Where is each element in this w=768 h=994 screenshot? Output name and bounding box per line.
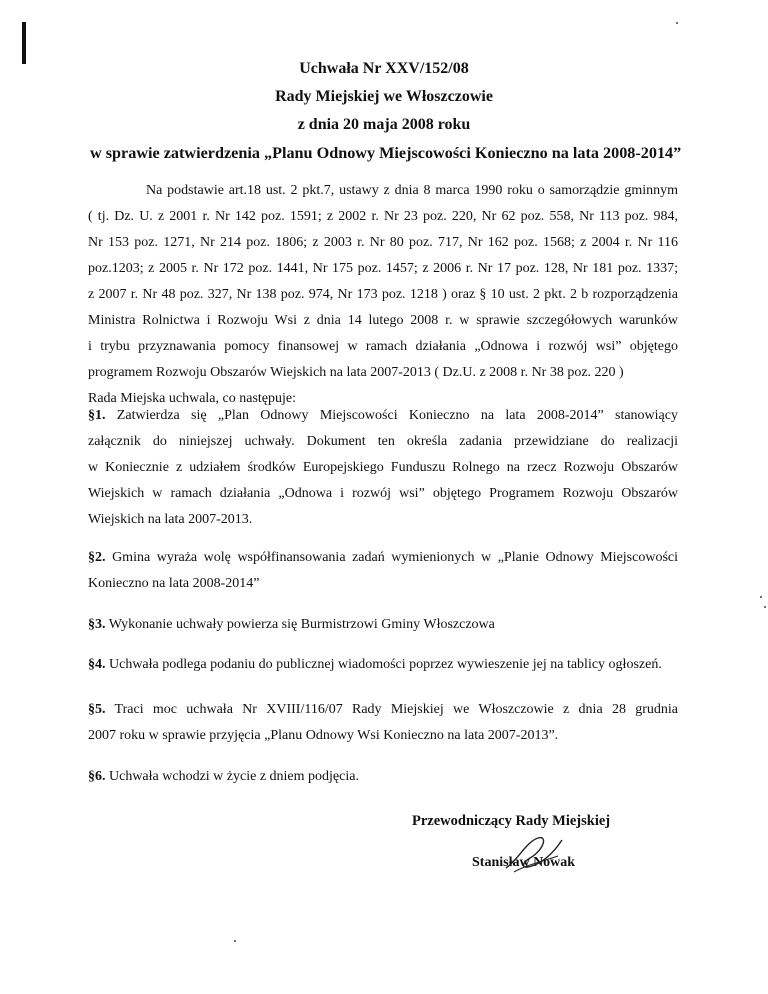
paragraph-line: programem Rozwoju Obszarów Wiejskich na lata 2007-2013 ( Dz.U. z 2008 r. Nr 38 poz. 220 ) — [88, 365, 624, 380]
council-name: Rady Miejskiej we Włoszczowie — [275, 88, 493, 105]
paragraph-line: Nr 153 poz. 1271, Nr 214 poz. 1806; z 2003 r. Nr 80 poz. 717, Nr 162 poz. 1568; z 2004 r. Nr 116 — [88, 235, 678, 250]
paragraph-line: 2007 roku w sprawie przyjęcia „Planu Odnowy Wsi Konieczno na lata 2007-2013”. — [88, 728, 559, 743]
paragraph-line — [88, 652, 678, 678]
section-6 — [88, 764, 678, 790]
section-text: Zatwierdza się „Plan Odnowy Miejscowości Konieczno na lata 2008-2014” stanowiący — [116, 408, 678, 423]
section-number: §4. — [88, 657, 106, 672]
section-2 — [88, 545, 678, 597]
paragraph-line: Wiejskich na lata 2007-2013. — [88, 512, 253, 527]
section-5 — [88, 697, 678, 749]
section-text: Gmina wyraża wolę współfinansowania zadań wymienionych w „Planie Odnowy Miejscowości — [112, 550, 679, 565]
section-text: Uchwała wchodzi w życie z dniem podjęcia. — [109, 769, 359, 784]
paragraph-line: załącznik do niniejszej uchwały. Dokument ten określa zadania przewidziane do realizacji — [88, 434, 678, 449]
paragraph-line: Konieczno na lata 2008-2014” — [88, 576, 260, 591]
section-3 — [88, 612, 678, 638]
scan-speck — [676, 22, 678, 24]
signature-name: Stanisław Nowak — [472, 855, 576, 870]
section-number: §1. — [88, 408, 106, 423]
paragraph-line — [88, 764, 678, 790]
paragraph-line — [88, 697, 678, 723]
paragraph-line: w Koniecznie z udziałem środków Europejskiego Funduszu Rolnego na rzecz Rozwoju Obszarów — [88, 460, 678, 475]
section-4 — [88, 652, 678, 678]
paragraph-line: i trybu przyznawania pomocy finansowej w ramach działania „Odnowa i rozwój wsi” objętego — [88, 339, 678, 354]
scan-margin-mark — [22, 22, 26, 64]
resolution-subject: w sprawie zatwierdzenia „Planu Odnowy Miejscowości Konieczno na lata 2008-2014” — [90, 144, 682, 162]
paragraph-line — [88, 403, 678, 429]
section-text: Uchwała podlega podaniu do publicznej wiadomości poprzez wywieszenie jej na tablicy ogłoszeń. — [109, 657, 662, 672]
section-text: Traci moc uchwała Nr XVIII/116/07 Rady Miejskiej we Włoszczowie z dnia 28 grudnia — [114, 702, 678, 717]
section-1 — [88, 403, 678, 533]
resolution-number: Uchwała Nr XXV/152/08 — [299, 60, 469, 77]
section-number: §3. — [88, 617, 106, 632]
handwritten-signature-icon — [500, 832, 570, 876]
paragraph-line: Ministra Rolnictwa i Rozwoju Wsi z dnia 14 lutego 2008 r. w sprawie szczegółowych warunków — [88, 313, 678, 328]
scan-speck — [760, 596, 762, 598]
section-text: Wykonanie uchwały powierza się Burmistrzowi Gminy Włoszczowa — [108, 617, 495, 632]
paragraph-line — [88, 545, 678, 571]
paragraph-line: poz.1203; z 2005 r. Nr 172 poz. 1441, Nr 175 poz. 1457; z 2006 r. Nr 17 poz. 128, Nr 181 poz. 1337; — [88, 261, 678, 276]
resolution-date: z dnia 20 maja 2008 roku — [297, 116, 471, 133]
paragraph-line: ( tj. Dz. U. z 2001 r. Nr 142 poz. 1591; z 2002 r. Nr 23 poz. 220, Nr 62 poz. 558, Nr 113 poz. 984, — [88, 209, 678, 224]
section-number: §5. — [88, 702, 106, 717]
paragraph-line — [88, 612, 678, 638]
section-number: §6. — [88, 769, 106, 784]
paragraph-line: Na podstawie art.18 ust. 2 pkt.7, ustawy z dnia 8 marca 1990 roku o samorządzie gminnym — [146, 183, 678, 198]
legal-basis-paragraph — [88, 178, 678, 412]
scan-speck — [234, 940, 236, 942]
scan-speck — [764, 606, 766, 608]
paragraph-line: Wiejskich w ramach działania „Odnowa i rozwój wsi” objętego Programem Rozwoju Obszarów — [88, 486, 678, 501]
paragraph-line: Rada Miejska uchwala, co następuje: — [88, 391, 296, 406]
section-number: §2. — [88, 550, 106, 565]
paragraph-line: z 2007 r. Nr 48 poz. 327, Nr 138 poz. 974, Nr 173 poz. 1218 ) oraz § 10 ust. 2 pkt. 2 b rozporządzenia — [88, 287, 678, 302]
signature-title: Przewodniczący Rady Miejskiej — [412, 813, 611, 829]
